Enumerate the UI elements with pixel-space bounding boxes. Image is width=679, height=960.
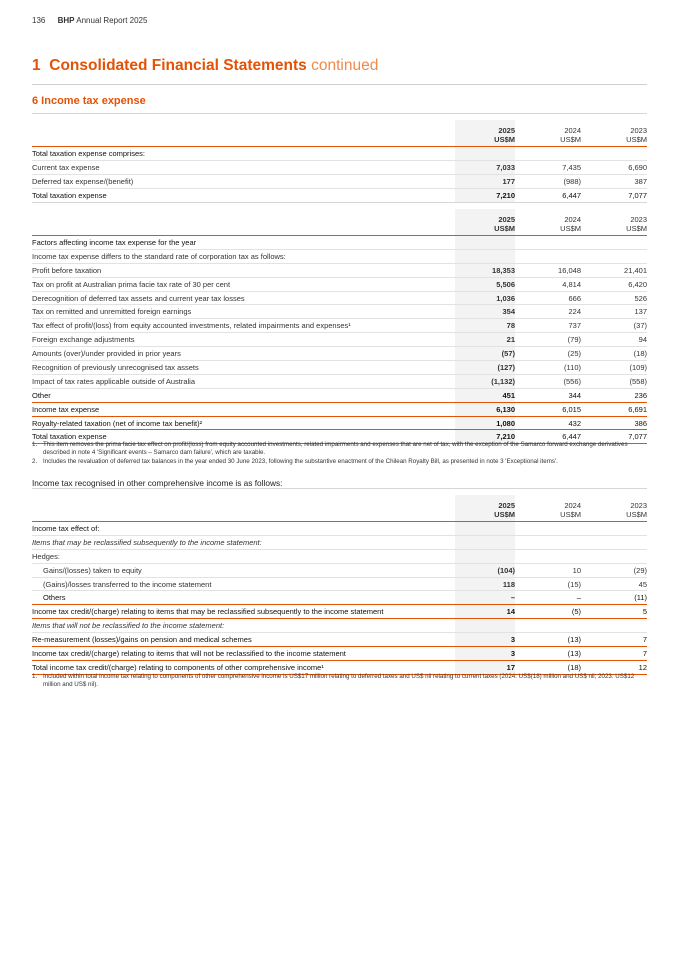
table-row-royalty-taxation	[32, 416, 647, 430]
cell-value: 137	[587, 305, 647, 319]
cell-value: (37)	[587, 319, 647, 333]
cell-value: (109)	[587, 361, 647, 375]
table-row	[32, 361, 647, 375]
cell-value	[587, 619, 647, 633]
cell-value: (79)	[521, 333, 581, 347]
cell-value: –	[521, 591, 581, 605]
cell-value: 12	[587, 660, 647, 674]
table-row	[32, 305, 647, 319]
row-label: Gains/(losses) taken to equity	[32, 563, 449, 577]
cell-value: (18)	[587, 347, 647, 361]
cell-value	[455, 619, 515, 633]
table-row	[32, 174, 647, 188]
table-row	[32, 549, 647, 563]
row-label: Income tax expense differs to the standard rate of corporation tax as follows:	[32, 249, 449, 263]
cell-value: (13)	[521, 647, 581, 661]
cell-value: (15)	[521, 577, 581, 591]
cell-value: 7,210	[455, 188, 515, 202]
page-header	[32, 16, 147, 25]
table-row	[32, 577, 647, 591]
row-label: Re-measurement (losses)/gains on pension and medical schemes	[32, 633, 449, 647]
footnotes-table2	[32, 441, 647, 467]
cell-value: 78	[455, 319, 515, 333]
row-label: Income tax credit/(charge) relating to items that will not be reclassified to the income statement	[32, 647, 449, 661]
cell-value: (558)	[587, 374, 647, 388]
cell-value: (13)	[521, 633, 581, 647]
footnotes-oci	[32, 673, 647, 690]
row-label: Impact of tax rates applicable outside of Australia	[32, 374, 449, 388]
cell-value	[521, 535, 581, 549]
cell-value: 4,814	[521, 277, 581, 291]
cell-value: (110)	[521, 361, 581, 375]
cell-value: (18)	[521, 660, 581, 674]
table-row	[32, 605, 647, 619]
cell-value	[521, 619, 581, 633]
title-divider	[32, 84, 647, 85]
row-label: Total taxation expense	[32, 188, 449, 202]
row-label: Items that may be reclassified subsequently to the income statement:	[32, 535, 449, 549]
title-number: 1	[32, 57, 41, 74]
table-row	[32, 147, 647, 161]
cell-value: 118	[455, 577, 515, 591]
cell-value	[521, 549, 581, 563]
cell-value: 344	[521, 388, 581, 402]
cell-value: (25)	[521, 347, 581, 361]
table-row	[32, 633, 647, 647]
cell-value: (5)	[521, 605, 581, 619]
row-label: Income tax expense	[32, 402, 449, 416]
cell-value: 5	[587, 605, 647, 619]
title-main: Consolidated Financial Statements	[49, 57, 307, 74]
cell-value	[587, 236, 647, 250]
cell-value: 1,080	[455, 416, 515, 430]
cell-value	[455, 522, 515, 536]
cell-value: 94	[587, 333, 647, 347]
total-taxation-table	[32, 113, 647, 203]
cell-value	[521, 236, 581, 250]
row-label: Current tax expense	[32, 160, 449, 174]
table-row	[32, 619, 647, 633]
cell-value	[455, 236, 515, 250]
row-label: Factors affecting income tax expense for the year	[32, 236, 449, 250]
cell-value: 16,048	[521, 263, 581, 277]
col-header-2025: 2025 US$M	[455, 120, 515, 147]
cell-value: (1,132)	[455, 374, 515, 388]
cell-value: (11)	[587, 591, 647, 605]
cell-value: –	[455, 591, 515, 605]
title-suffix: continued	[311, 57, 379, 74]
cell-value: 21	[455, 333, 515, 347]
table-row-income-tax-expense	[32, 402, 647, 416]
row-label: Income tax effect of:	[32, 522, 449, 536]
cell-value	[587, 147, 647, 161]
cell-value: 18,353	[455, 263, 515, 277]
col-header-2025: 2025 US$M	[455, 209, 515, 236]
table-row	[32, 319, 647, 333]
cell-value: 737	[521, 319, 581, 333]
table-row	[32, 333, 647, 347]
cell-value: 177	[455, 174, 515, 188]
cell-value	[455, 535, 515, 549]
row-label: Items that will not be reclassified to the income statement:	[32, 619, 449, 633]
table-row	[32, 160, 647, 174]
page-number: 136	[32, 16, 46, 25]
row-label: Royalty-related taxation (net of income tax benefit)²	[32, 416, 449, 430]
table-row	[32, 388, 647, 402]
table-row	[32, 291, 647, 305]
cell-value: 386	[587, 416, 647, 430]
cell-value: 14	[455, 605, 515, 619]
row-label: Others	[32, 591, 449, 605]
row-label: Profit before taxation	[32, 263, 449, 277]
cell-value	[455, 249, 515, 263]
row-label	[32, 209, 449, 236]
cell-value: 1,036	[455, 291, 515, 305]
col-header-2023: 2023 US$M	[587, 120, 647, 147]
cell-value: 6,447	[521, 188, 581, 202]
table-row	[32, 374, 647, 388]
cell-value: 7,077	[587, 430, 647, 444]
cell-value: 451	[455, 388, 515, 402]
cell-value: 6,691	[587, 402, 647, 416]
row-label	[32, 120, 449, 147]
cell-value: 45	[587, 577, 647, 591]
table-row	[32, 563, 647, 577]
cell-value: 21,401	[587, 263, 647, 277]
cell-value: 7,435	[521, 160, 581, 174]
section-title: 6 Income tax expense	[32, 95, 146, 107]
col-header-2024: 2024 US$M	[521, 120, 581, 147]
table-row	[32, 277, 647, 291]
col-header-2025: 2025 US$M	[455, 495, 515, 522]
cell-value	[455, 147, 515, 161]
table-row	[32, 522, 647, 536]
cell-value: 526	[587, 291, 647, 305]
row-label: Recognition of previously unrecognised tax assets	[32, 361, 449, 375]
cell-value: (29)	[587, 563, 647, 577]
table-row	[32, 236, 647, 250]
cell-value: 7,210	[455, 430, 515, 444]
row-label: Total taxation expense	[32, 430, 449, 444]
cell-value: 3	[455, 647, 515, 661]
row-label: Total taxation expense comprises:	[32, 147, 449, 161]
cell-value	[521, 249, 581, 263]
page-title	[32, 57, 378, 75]
table-row	[32, 591, 647, 605]
cell-value: 6,015	[521, 402, 581, 416]
cell-value	[587, 522, 647, 536]
table-row	[32, 347, 647, 361]
row-label: Deferred tax expense/(benefit)	[32, 174, 449, 188]
row-label: Tax effect of profit/(loss) from equity accounted investments, related impairments and expenses¹	[32, 319, 449, 333]
cell-value: 5,506	[455, 277, 515, 291]
cell-value: (556)	[521, 374, 581, 388]
row-label: Foreign exchange adjustments	[32, 333, 449, 347]
oci-tax-table	[32, 488, 647, 675]
cell-value: (988)	[521, 174, 581, 188]
cell-value: 7	[587, 633, 647, 647]
col-header-2024: 2024 US$M	[521, 495, 581, 522]
cell-value: 17	[455, 660, 515, 674]
table-row	[32, 249, 647, 263]
col-header-2024: 2024 US$M	[521, 209, 581, 236]
brand-name: BHP	[57, 16, 75, 25]
col-header-2023: 2023 US$M	[587, 209, 647, 236]
cell-value: 432	[521, 416, 581, 430]
col-header-2023: 2023 US$M	[587, 495, 647, 522]
cell-value: 7,033	[455, 160, 515, 174]
footnote: 1. Included within total income tax relating to components of other comprehensive income is US$17 million relating to deferred taxes and US$ nil relating to current taxes (2024: US$(18) million and US$ nil; 2023: US$12 million and US$ nil).	[32, 673, 635, 688]
row-label: Income tax credit/(charge) relating to items that may be reclassified subsequently to the income statement	[32, 605, 449, 619]
cell-value: (127)	[455, 361, 515, 375]
row-label: Derecognition of deferred tax assets and current year tax losses	[32, 291, 449, 305]
row-label: Tax on profit at Australian prima facie tax rate of 30 per cent	[32, 277, 449, 291]
cell-value: (104)	[455, 563, 515, 577]
oci-heading: Income tax recognised in other comprehensive income is as follows:	[32, 478, 283, 488]
cell-value	[521, 522, 581, 536]
cell-value	[455, 549, 515, 563]
cell-value: 666	[521, 291, 581, 305]
report-name: Annual Report 2025	[74, 16, 148, 25]
row-label: Total income tax credit/(charge) relating to components of other comprehensive income¹	[32, 660, 449, 674]
cell-value: 10	[521, 563, 581, 577]
cell-value: 6,447	[521, 430, 581, 444]
table-row	[32, 535, 647, 549]
cell-value: 387	[587, 174, 647, 188]
row-label: Amounts (over)/under provided in prior years	[32, 347, 449, 361]
cell-value: 236	[587, 388, 647, 402]
table-row-total	[32, 188, 647, 202]
cell-value	[587, 535, 647, 549]
cell-value: 7	[587, 647, 647, 661]
cell-value: 354	[455, 305, 515, 319]
row-label: Hedges:	[32, 549, 449, 563]
cell-value: 7,077	[587, 188, 647, 202]
table-row	[32, 263, 647, 277]
cell-value	[587, 549, 647, 563]
cell-value: 3	[455, 633, 515, 647]
footnote: 1. This item removes the prima facie tax effect on profit/(loss) from equity accounted investments, related impairments and expenses that are net of tax, with the exception of the Samarco forward exchange derivatives described in note 4 'Significant events – Samarco dam failure', which are taxable.	[32, 441, 628, 456]
cell-value: (57)	[455, 347, 515, 361]
cell-value: 224	[521, 305, 581, 319]
income-tax-factors-table	[32, 202, 647, 444]
row-label	[32, 495, 449, 522]
cell-value	[521, 147, 581, 161]
cell-value: 6,130	[455, 402, 515, 416]
cell-value: 6,690	[587, 160, 647, 174]
table-row	[32, 647, 647, 661]
row-label: Other	[32, 388, 449, 402]
row-label: (Gains)/losses transferred to the income statement	[32, 577, 449, 591]
cell-value	[587, 249, 647, 263]
row-label: Tax on remitted and unremitted foreign earnings	[32, 305, 449, 319]
footnote: 2. Includes the revaluation of deferred tax balances in the year ended 30 June 2023, following the substantive enactment of the Chilean Royalty Bill, as presented in note 3 'Exceptional items'.	[32, 458, 558, 465]
cell-value: 6,420	[587, 277, 647, 291]
